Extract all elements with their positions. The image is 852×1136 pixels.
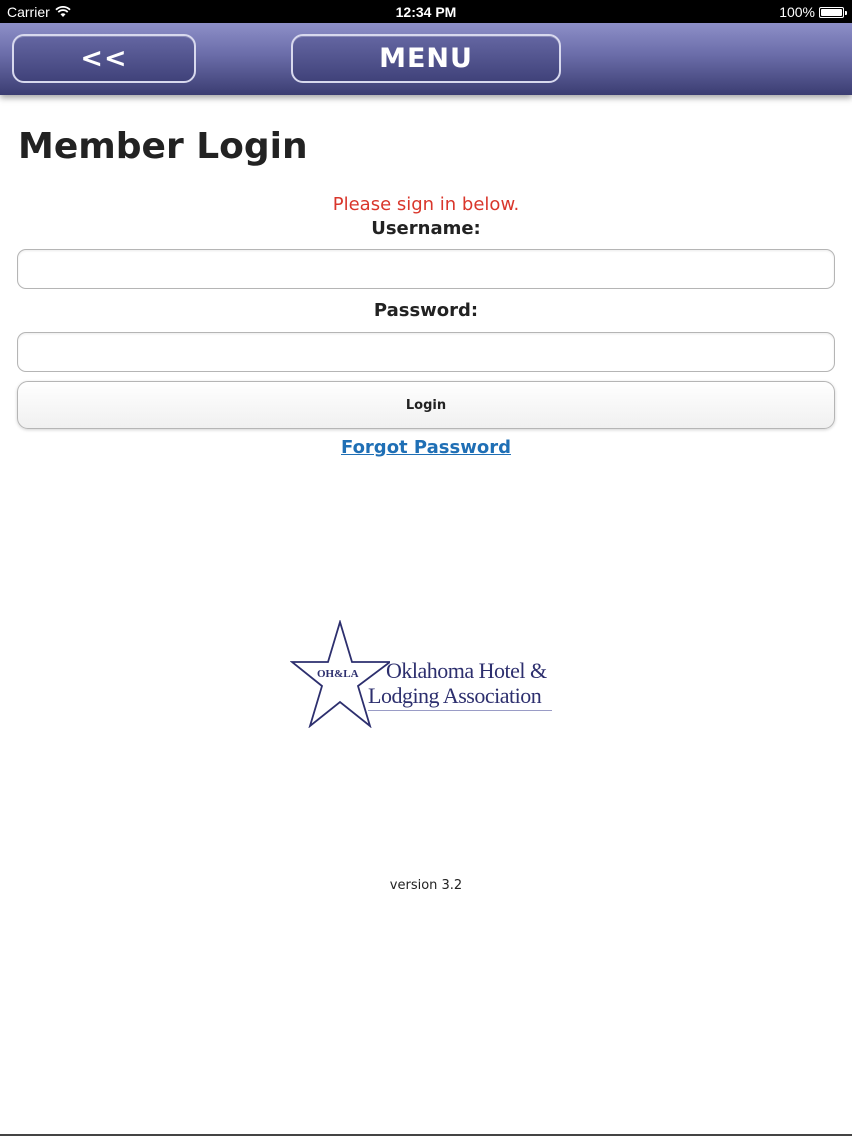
logo-underline [368,710,552,711]
username-label: Username: [371,218,481,239]
menu-button[interactable]: MENU [291,34,561,83]
forgot-password-link[interactable]: Forgot Password [341,437,511,458]
username-input[interactable] [17,249,835,289]
battery-indicator [779,4,844,20]
battery-percent: 100% [779,4,815,20]
seal-text: OH&LA [317,668,359,680]
carrier-label: Carrier [7,4,50,20]
version-label: version 3.2 [389,878,463,893]
top-navbar [0,23,852,95]
logo-line-2: Lodging Association [368,683,542,708]
status-bar [0,0,852,23]
back-button[interactable]: << [12,34,196,83]
page-title: Member Login [18,126,308,167]
battery-icon [819,7,844,18]
login-button[interactable]: Login [17,381,835,429]
logo-line-1: Oklahoma Hotel & [386,658,547,683]
password-input[interactable] [17,332,835,372]
signin-notice: Please sign in below. [332,194,520,215]
association-logo [290,620,555,730]
password-label: Password: [373,300,479,321]
clock: 12:34 PM [395,4,457,20]
